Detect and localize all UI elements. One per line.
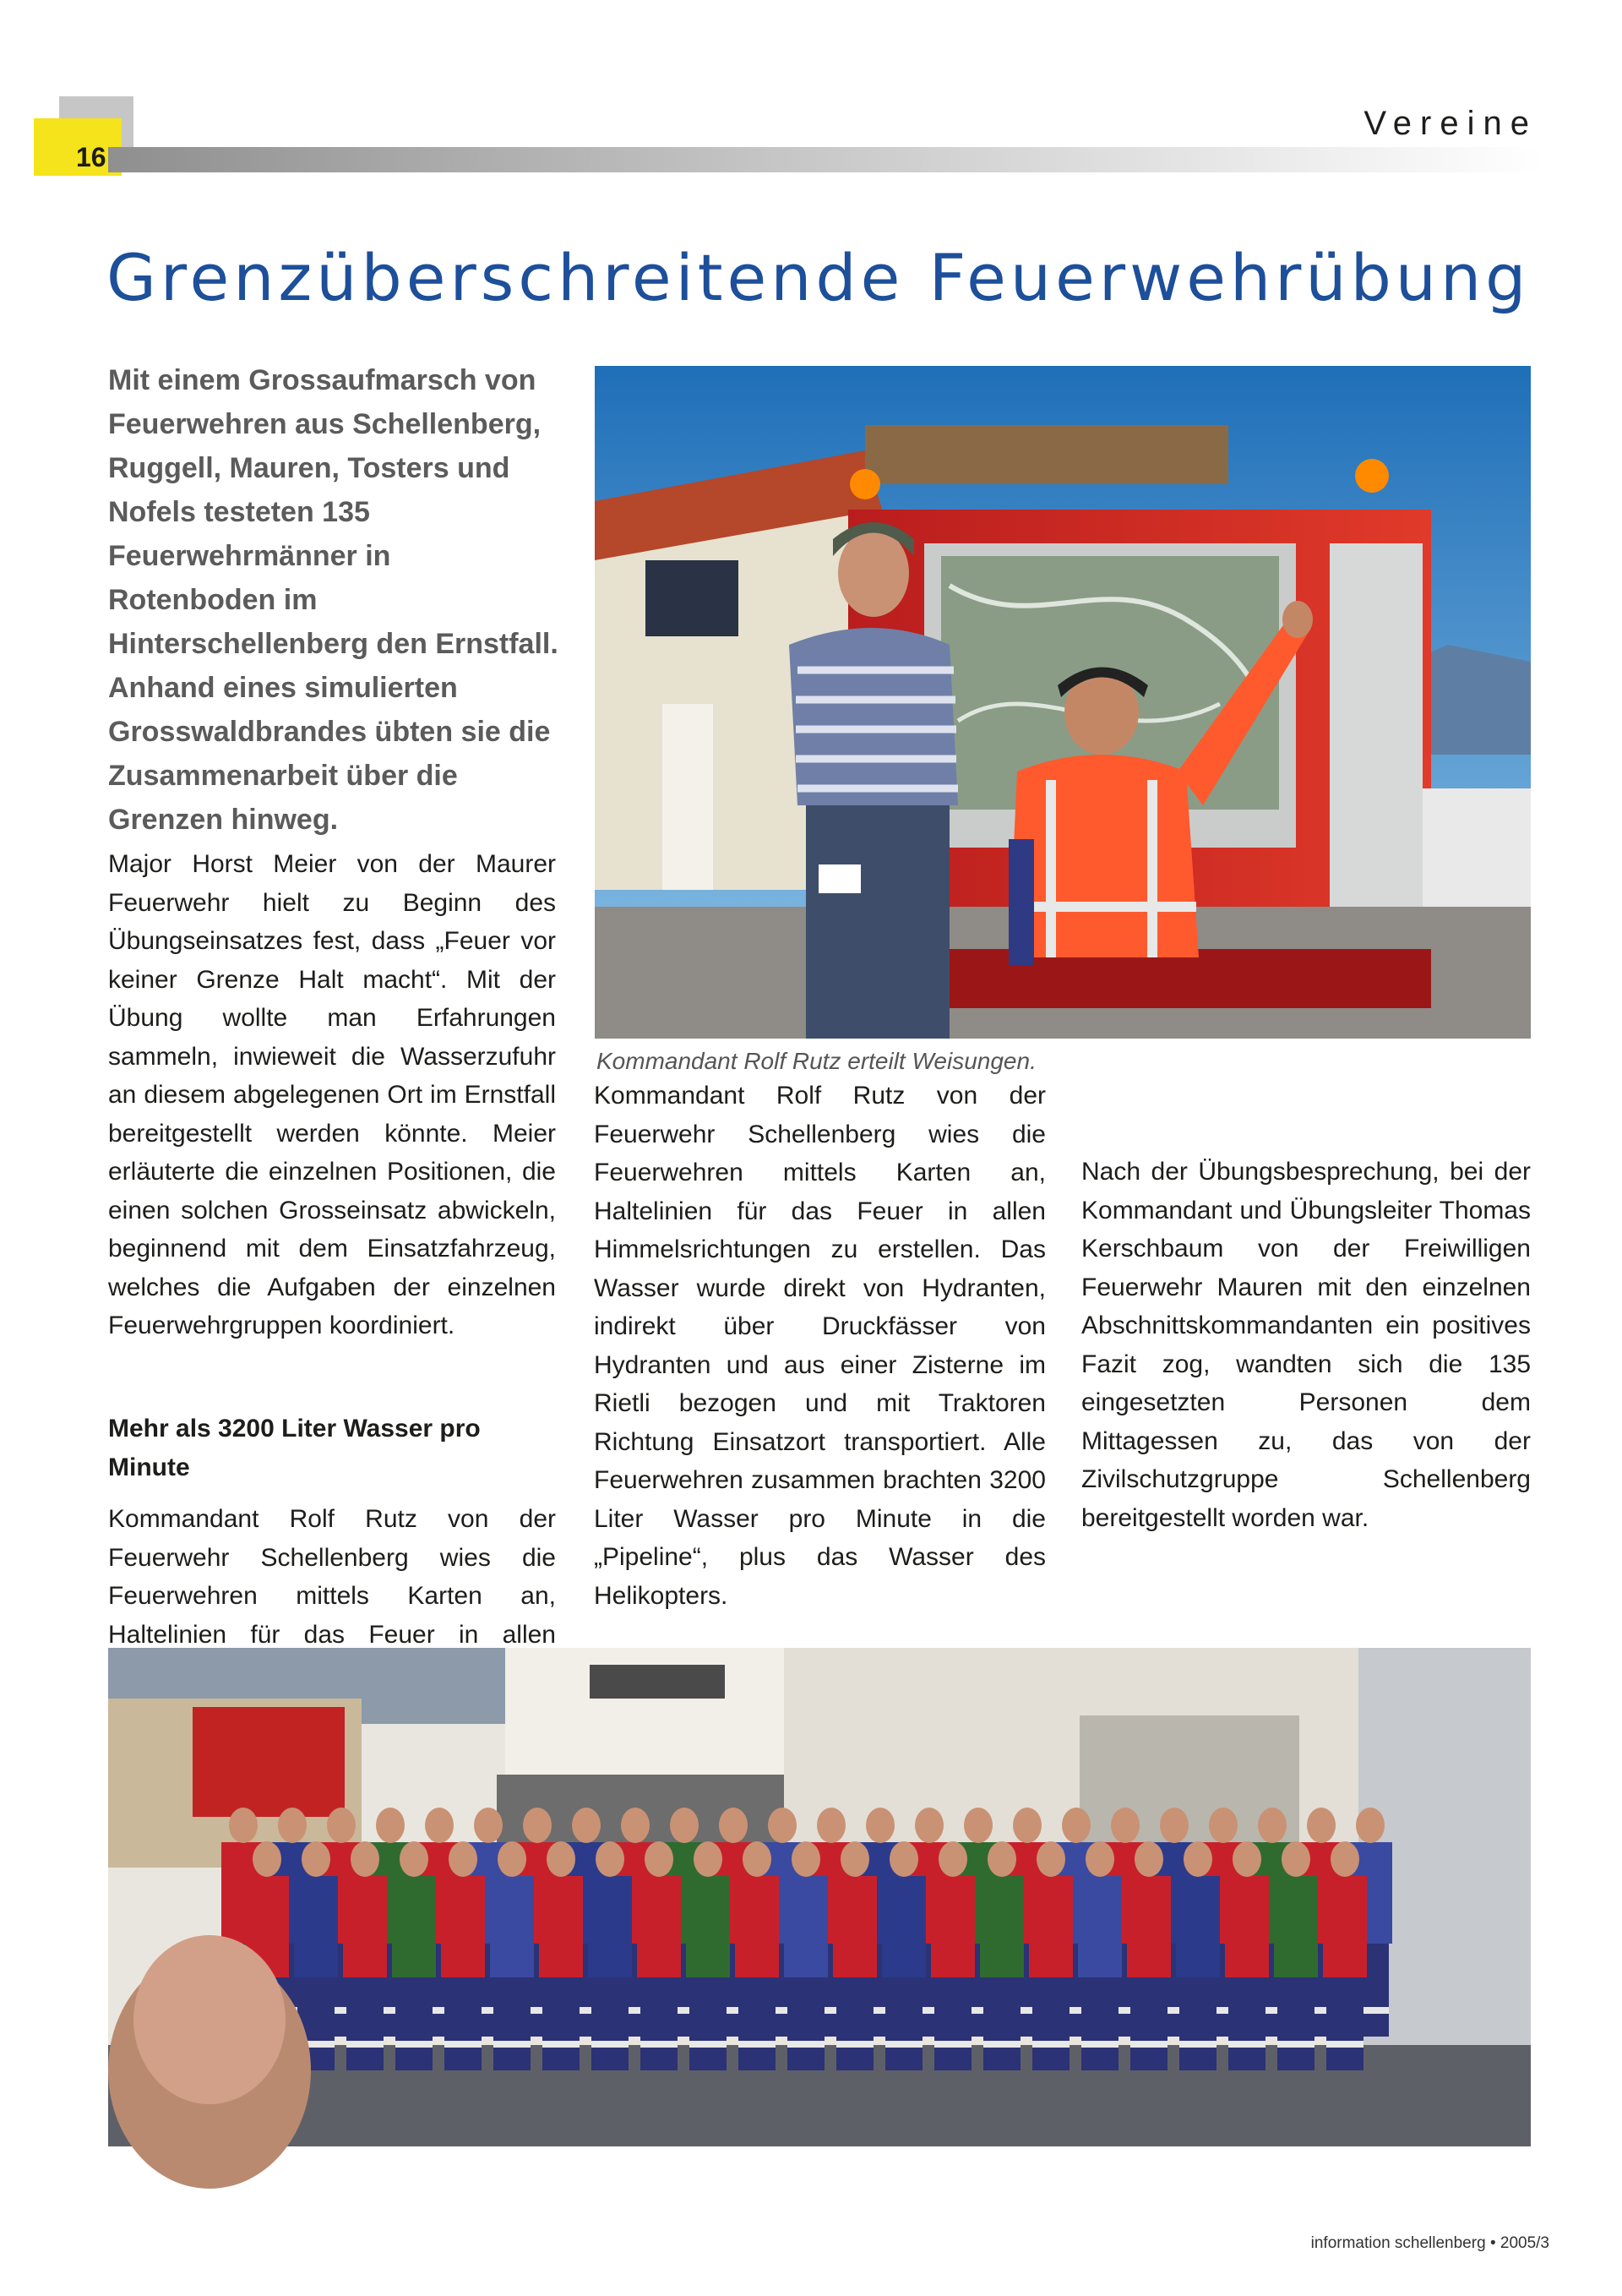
page-number: 16 <box>76 142 106 172</box>
photo-1-caption: Kommandant Rolf Rutz erteilt Weisungen. <box>596 1048 1037 1074</box>
photo-firefighter-group <box>108 1648 1531 2146</box>
section-title: Vereine <box>1363 105 1538 142</box>
paragraph-2-continued-text: Kommandant Rolf Rutz von der Feuerwehr Schellenberg wies die Feuerwehren mittels Karten an, Haltelinien für das Feuer in allen Himmelsrichtungen zu erstellen. Das Wasser wurde direkt von Hydranten, indirekt über Druckfässer von Hydranten und aus einer Zisterne im Rietli bezogen und mit Traktoren Richtung Einsatzort transportiert. Alle Feuerwehren zusammen brachten 3200 Liter Wasser pro Minute in die „Pipeline“, plus das Wasser des Helikopters. <box>594 1082 1046 1610</box>
footer-separator: • <box>1489 2234 1500 2252</box>
paragraph-2-continued <box>594 1082 1046 1610</box>
article-lead: Mit einem Grossaufmarsch von Feuerwehren aus Schellenberg, Ruggell, Mauren, Tosters und Nofels testeten 135 Feuerwehrmänner in Rotenboden im Hinterschellenberg den Ernstfall. Anhand eines simulierten Grosswaldbrandes übten sie die Zusammenarbeit über die Grenzen hinweg. <box>108 364 558 836</box>
article-title: Grenzüberschreitende Feuerwehrübung <box>106 240 1531 315</box>
footer-publication: information schellenberg <box>1310 2234 1486 2252</box>
paragraph-2: Kommandant Rolf Rutz von der Feuerwehr Schellenberg wies die Feuerwehren mittels Karten an, Haltelinien für das Feuer in allen <box>108 1505 556 1649</box>
paragraph-1: Major Horst Meier von der Maurer Feuerwehr hielt zu Beginn des Übungseinsatzes fest, dass „Feuer vor keiner Grenze Halt macht“. Mit der Übung wollte man Erfahrungen sammeln, inwieweit die Wasserzufuhr an diesem abgelegenen Ort im Ernstfall bereitgestellt werden könnte. Meier erläuterte die einzelnen Positionen, die einen solchen Grosseinsatz abwickeln, beginnend mit dem Einsatzfahrzeug, welches die Aufgaben der einzelnen Feuerwehrgruppen koordiniert. <box>108 850 556 1339</box>
paragraph-3: Nach der Übungsbesprechung, bei der Kommandant und Übungsleiter Thomas Kerschbaum von der Freiwilligen Feuerwehr Mauren mit den einzelnen Abschnittskommandanten ein positives Fazit zog, wandten sich die 135 eingesetzten Personen dem Mittagessen zu, das von der Zivilschutzgruppe Schellenberg bereitgestellt worden war. <box>1081 1158 1531 1532</box>
photo-commander-map <box>595 366 1531 1039</box>
subheading: Mehr als 3200 Liter Wasser pro Minute <box>108 1415 481 1481</box>
footer-issue: 2005/3 <box>1500 2234 1549 2252</box>
footer <box>1311 2234 1549 2253</box>
header-gradient-bar <box>108 147 1544 172</box>
